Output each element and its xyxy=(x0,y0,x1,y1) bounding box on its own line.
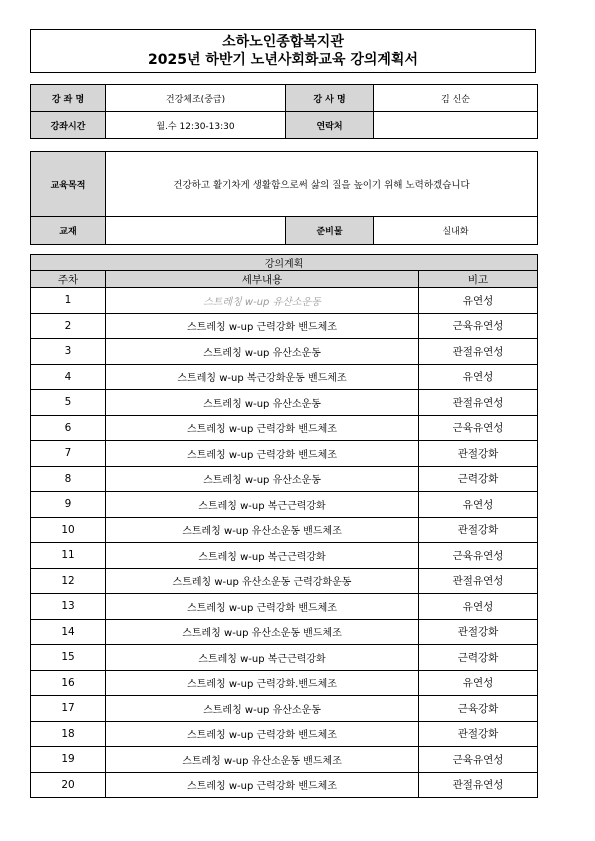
note-cell: 유연성 xyxy=(419,670,538,696)
course-info-table xyxy=(30,84,538,139)
note-cell: 근력강화 xyxy=(419,466,538,492)
plan-row xyxy=(31,594,538,620)
detail-cell: 스트레칭 w-up 근력강화 밴드체조 xyxy=(106,415,419,441)
course-time-value: 월.수 12:30-13:30 xyxy=(106,112,286,139)
plan-row xyxy=(31,670,538,696)
note-cell: 관절유연성 xyxy=(419,772,538,798)
week-cell: 20 xyxy=(31,772,106,798)
note-header: 비고 xyxy=(419,271,538,288)
plan-row xyxy=(31,568,538,594)
plan-row xyxy=(31,441,538,467)
week-cell: 16 xyxy=(31,670,106,696)
document-title xyxy=(30,29,536,73)
note-cell: 관절유연성 xyxy=(419,339,538,365)
note-cell: 관절유연성 xyxy=(419,568,538,594)
plan-row xyxy=(31,288,538,314)
plan-row xyxy=(31,619,538,645)
detail-cell: 스트레칭 w-up 유산소운동 밴드체조 xyxy=(106,747,419,773)
note-cell: 근육유연성 xyxy=(419,747,538,773)
detail-cell: 스트레칭 w-up 유산소운동 xyxy=(106,390,419,416)
note-cell: 근육유연성 xyxy=(419,415,538,441)
title-line-2: 2025년 하반기 노년사회화교육 강의계획서 xyxy=(148,52,418,68)
note-cell: 관절유연성 xyxy=(419,390,538,416)
plan-row xyxy=(31,415,538,441)
plan-row xyxy=(31,313,538,339)
course-time-label: 강좌시간 xyxy=(31,112,106,139)
detail-cell: 스트레칭 w-up 유산소운동 xyxy=(106,288,419,314)
detail-cell: 스트레칭 w-up 근력강화 밴드체조 xyxy=(106,772,419,798)
plan-row xyxy=(31,339,538,365)
week-cell: 3 xyxy=(31,339,106,365)
instructor-label: 강 사 명 xyxy=(286,85,374,112)
note-cell: 유연성 xyxy=(419,288,538,314)
detail-cell: 스트레칭 w-up 근력강화.밴드체조 xyxy=(106,670,419,696)
goal-value: 건강하고 활기차게 생활함으로써 삶의 질을 높이기 위해 노력하겠습니다 xyxy=(106,152,538,217)
note-cell: 근육강화 xyxy=(419,696,538,722)
supplies-value: 실내화 xyxy=(374,217,538,245)
detail-cell: 스트레칭 w-up 근력강화 밴드체조 xyxy=(106,721,419,747)
detail-cell: 스트레칭 w-up 유산소운동 xyxy=(106,466,419,492)
plan-title: 강의계획 xyxy=(31,255,538,271)
textbook-value xyxy=(106,217,286,245)
detail-cell: 스트레칭 w-up 유산소운동 근력강화운동 xyxy=(106,568,419,594)
plan-row xyxy=(31,364,538,390)
week-cell: 12 xyxy=(31,568,106,594)
plan-row xyxy=(31,466,538,492)
note-cell: 관절강화 xyxy=(419,517,538,543)
instructor-value: 김 신순 xyxy=(374,85,538,112)
week-cell: 4 xyxy=(31,364,106,390)
note-cell: 유연성 xyxy=(419,364,538,390)
plan-row xyxy=(31,543,538,569)
note-cell: 근육유연성 xyxy=(419,313,538,339)
detail-cell: 스트레칭 w-up 근력강화 밴드체조 xyxy=(106,441,419,467)
textbook-label: 교재 xyxy=(31,217,106,245)
goal-label: 교육목적 xyxy=(31,152,106,217)
plan-row xyxy=(31,772,538,798)
week-cell: 5 xyxy=(31,390,106,416)
note-cell: 유연성 xyxy=(419,492,538,518)
plan-row xyxy=(31,721,538,747)
plan-row xyxy=(31,390,538,416)
detail-header: 세부내용 xyxy=(106,271,419,288)
title-line-1: 소하노인종합복지관 xyxy=(222,34,344,50)
plan-row xyxy=(31,517,538,543)
plan-row xyxy=(31,645,538,671)
note-cell: 근육유연성 xyxy=(419,543,538,569)
education-goal-table xyxy=(30,151,538,245)
plan-row xyxy=(31,492,538,518)
note-cell: 관절강화 xyxy=(419,619,538,645)
supplies-label: 준비물 xyxy=(286,217,374,245)
week-cell: 7 xyxy=(31,441,106,467)
week-cell: 9 xyxy=(31,492,106,518)
detail-cell: 스트레칭 w-up 유산소운동 xyxy=(106,696,419,722)
detail-cell: 스트레칭 w-up 근력강화 밴드체조 xyxy=(106,313,419,339)
week-cell: 11 xyxy=(31,543,106,569)
detail-cell: 스트레칭 w-up 유산소운동 밴드체조 xyxy=(106,517,419,543)
week-cell: 10 xyxy=(31,517,106,543)
contact-label: 연락처 xyxy=(286,112,374,139)
detail-cell: 스트레칭 w-up 복근강화운동 밴드체조 xyxy=(106,364,419,390)
week-header: 주차 xyxy=(31,271,106,288)
detail-cell: 스트레칭 w-up 복근근력강화 xyxy=(106,492,419,518)
contact-value xyxy=(374,112,538,139)
plan-row xyxy=(31,747,538,773)
week-cell: 19 xyxy=(31,747,106,773)
detail-cell: 스트레칭 w-up 유산소운동 밴드체조 xyxy=(106,619,419,645)
week-cell: 13 xyxy=(31,594,106,620)
course-name-value: 건강체조(중급) xyxy=(106,85,286,112)
week-cell: 6 xyxy=(31,415,106,441)
note-cell: 관절강화 xyxy=(419,441,538,467)
note-cell: 근력강화 xyxy=(419,645,538,671)
week-cell: 14 xyxy=(31,619,106,645)
detail-cell: 스트레칭 w-up 유산소운동 xyxy=(106,339,419,365)
week-cell: 2 xyxy=(31,313,106,339)
week-cell: 15 xyxy=(31,645,106,671)
note-cell: 관절강화 xyxy=(419,721,538,747)
lecture-plan-table xyxy=(30,254,538,798)
detail-cell: 스트레칭 w-up 복근근력강화 xyxy=(106,645,419,671)
week-cell: 1 xyxy=(31,288,106,314)
plan-row xyxy=(31,696,538,722)
week-cell: 18 xyxy=(31,721,106,747)
detail-cell: 스트레칭 w-up 복근근력강화 xyxy=(106,543,419,569)
week-cell: 17 xyxy=(31,696,106,722)
note-cell: 유연성 xyxy=(419,594,538,620)
detail-cell: 스트레칭 w-up 근력강화 밴드체조 xyxy=(106,594,419,620)
course-name-label: 강 좌 명 xyxy=(31,85,106,112)
week-cell: 8 xyxy=(31,466,106,492)
